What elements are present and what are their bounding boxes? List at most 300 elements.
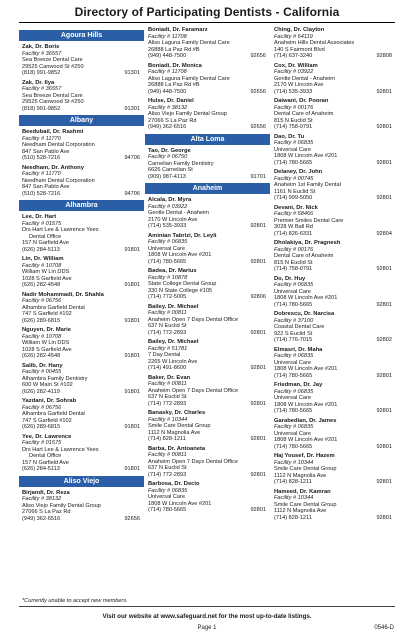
facility-number: Facility # 00745 xyxy=(274,175,314,182)
dentist-name: Beedubail, Dr. Rashmi xyxy=(22,129,84,135)
phone-row xyxy=(148,259,270,266)
dentist-entry xyxy=(274,311,396,344)
address-line: Smile Care Dental Group xyxy=(148,423,211,429)
facility-number: Facility # 64119 xyxy=(274,33,313,40)
dentist-name: Cox, Dr. William xyxy=(274,62,318,69)
address-line: 29525 Canwood St #250 xyxy=(22,99,84,105)
address-line: Dental Care of Anaheim xyxy=(274,111,334,117)
address-line: Dental Care of Anaheim xyxy=(274,253,334,259)
zip-code: 91301 xyxy=(124,70,140,76)
phone-row xyxy=(22,191,144,198)
zip-code: 92801 xyxy=(250,223,266,229)
facility-number: Facility # 06835 xyxy=(274,353,314,359)
zip-code: 91801 xyxy=(124,246,140,253)
dentist-name: Do, Dr. Huy xyxy=(274,275,306,282)
footnote: *Currently unable to accept new members. xyxy=(22,598,128,604)
dentist-name: Haj Yousef, Dr. Hazem xyxy=(274,453,335,459)
address-line: Anaheim Open 7 Days Dental Office xyxy=(148,387,239,394)
phone-number: (626) 282-4548 xyxy=(22,353,61,359)
dentist-name: Baker, Dr. Evan xyxy=(148,374,191,381)
address-line: Universal Care xyxy=(274,430,311,437)
dentist-name: Ching, Dr. Clayton xyxy=(274,27,325,33)
phone-row xyxy=(274,444,396,451)
phone-number: (714) 828-1211 xyxy=(274,479,312,485)
phone-number: (714) 637-3240 xyxy=(274,53,313,59)
address-line: Anaheim Hills Dental Associates xyxy=(274,40,355,46)
address-line: 1112 N Magnolia Ave xyxy=(274,472,327,479)
zip-code: 91801 xyxy=(124,317,140,324)
phone-row xyxy=(22,106,144,113)
facility-number: Facility # 00176 xyxy=(274,246,314,253)
dentist-entry xyxy=(148,339,270,372)
dentist-entry xyxy=(148,27,270,60)
address-line: Carnelian Family Dentistry xyxy=(148,160,214,167)
address-line: 140 S Fairmont Blvd xyxy=(274,46,325,53)
dentist-entry xyxy=(274,347,396,380)
dentist-name: Badea, Dr. Marius xyxy=(148,268,197,274)
facility-number: Facility # 00455 xyxy=(22,369,62,375)
dentist-name: Salib, Dr. Hany xyxy=(22,362,63,369)
facility-number: Facility # 10344 xyxy=(148,416,188,423)
dentist-name: Tao, Dr. George xyxy=(148,147,191,154)
phone-row xyxy=(274,195,396,202)
address-line: Sea Breeze Dental Care xyxy=(22,57,83,63)
facility-number: Facility # 06835 xyxy=(148,239,188,245)
phone-row xyxy=(274,231,396,238)
phone-number: (626) 289-6815 xyxy=(22,424,61,430)
address-line: 2265 W Lincoln Ave xyxy=(148,358,198,365)
address-line: Universal Care xyxy=(274,146,311,153)
dentist-name: Zak, Dr. Ilya xyxy=(22,79,55,86)
dentist-entry xyxy=(148,63,270,96)
phone-row xyxy=(148,472,270,479)
dentist-name: Needham, Dr. Anthony xyxy=(22,164,84,171)
phone-row xyxy=(22,155,144,162)
zip-code: 92801 xyxy=(376,301,392,308)
address-line: Anaheim Open 7 Days Dental Office xyxy=(148,316,239,323)
dentist-entry xyxy=(274,240,396,273)
dentist-entry xyxy=(274,418,396,451)
dentist-name: Daiwani, Dr. Pooran xyxy=(274,98,329,104)
phone-number: (714) 780-5665 xyxy=(274,408,313,414)
phone-number: (714) 828-1211 xyxy=(148,436,186,442)
facility-number: Facility # 11770 xyxy=(22,171,61,177)
zip-code: 92801 xyxy=(376,124,392,130)
dentist-entry xyxy=(274,276,396,309)
address-line: Dental Office xyxy=(29,453,62,459)
phone-row xyxy=(22,516,144,523)
address-line: 157 N Garfield Ave xyxy=(22,240,69,246)
phone-number: (714) 772-5005 xyxy=(148,294,187,300)
phone-number: (714) 772-2893 xyxy=(148,400,187,407)
zip-code: 92801 xyxy=(250,329,266,336)
phone-row xyxy=(274,515,396,522)
address-line: 815 N Euclid St xyxy=(274,117,313,124)
zip-code: 92801 xyxy=(250,507,266,513)
address-line: 7 Day Dental xyxy=(148,352,181,358)
address-line: William W Lin DDS xyxy=(22,269,70,275)
dentist-name: Aminian Tabrizi, Dr. Leyli xyxy=(148,232,217,239)
address-line: 637 N Euclid St xyxy=(148,465,187,471)
address-line: 600 W Main St #102 xyxy=(22,382,73,388)
dentist-name: Barba, Dr. Antoaneta xyxy=(148,445,206,452)
address-line: 1112 N Magnolia Ave xyxy=(148,429,201,436)
address-line: 6626 Carnelian St xyxy=(148,167,193,173)
facility-number: Facility # 11708 xyxy=(148,69,187,75)
address-line: 747 S Garfield #102 xyxy=(22,311,72,317)
address-line: Drs Hart Lee & Lawrence Yees xyxy=(22,227,99,233)
dentist-entry xyxy=(148,197,270,230)
facility-number: Facility # 06750 xyxy=(148,154,188,160)
facility-number: Facility # 00176 xyxy=(274,104,314,111)
address-line: 1808 W Lincoln Ave #201 xyxy=(274,437,338,443)
dentist-name: Dobrescu, Dr. Narcisa xyxy=(274,311,335,317)
dentist-entry xyxy=(148,98,270,131)
zip-code: 92801 xyxy=(376,372,392,379)
phone-row xyxy=(274,266,396,273)
zip-code: 92656 xyxy=(250,124,266,130)
phone-row xyxy=(274,373,396,380)
phone-row xyxy=(148,124,270,131)
facility-number: Facility # 36557 xyxy=(22,50,62,57)
dentist-name: Alcala, Dr. Myra xyxy=(148,197,192,203)
city-header: Alhambra xyxy=(19,200,144,211)
dentist-entry xyxy=(148,148,270,181)
phone-number: (510) 528-7216 xyxy=(22,155,61,161)
phone-row xyxy=(148,89,270,96)
dentist-entry xyxy=(22,80,144,113)
facility-number: Facility # 06835 xyxy=(274,282,314,288)
dentist-entry xyxy=(22,434,144,473)
address-line: Drs Hart Lee & Lawrence Yees xyxy=(22,446,99,453)
address-line: 1161 N Euclid St xyxy=(274,188,316,195)
phone-number: (949) 448-7500 xyxy=(148,53,187,59)
phone-row xyxy=(22,353,144,360)
dentist-entry xyxy=(148,268,270,301)
dentist-name: Boniadi, Dr. Faramarz xyxy=(148,27,208,33)
zip-code: 94706 xyxy=(124,155,140,161)
dentist-name: Lee, Dr. Hart xyxy=(22,214,57,220)
address-line: 1112 N Magnolia Ave xyxy=(274,508,327,514)
address-line: Aliso Laguna Family Dental Care xyxy=(148,75,230,82)
facility-number: Facility # 00811 xyxy=(148,452,187,458)
zip-code: 91801 xyxy=(124,466,140,472)
facility-number: Facility # 03922 xyxy=(148,203,188,210)
facility-number: Facility # 01575 xyxy=(22,220,62,227)
address-line: 1808 W Lincoln Ave #201 xyxy=(274,401,338,408)
phone-row xyxy=(148,401,270,408)
address-line: Anaheim Open 7 Days Dental Office xyxy=(148,458,239,465)
phone-number: (949) 362-6516 xyxy=(22,515,61,522)
phone-number: (714) 999-5050 xyxy=(274,195,313,201)
dentist-entry xyxy=(148,233,270,266)
phone-row xyxy=(148,436,270,443)
phone-row xyxy=(274,479,396,486)
phone-number: (714) 828-1211 xyxy=(274,514,312,521)
dentist-name: Garabedian, Dr. James xyxy=(274,417,337,424)
phone-number: (949) 448-7500 xyxy=(148,88,187,95)
phone-number: (714) 780-5665 xyxy=(274,443,313,450)
facility-number: Facility # 36557 xyxy=(22,86,62,92)
address-line: Alhambra Garfield Dental xyxy=(22,411,85,417)
address-line: 1808 W Lincoln Ave #201 xyxy=(274,153,338,159)
phone-number: (714) 780-5665 xyxy=(274,159,313,166)
phone-row xyxy=(148,330,270,337)
phone-number: (714) 758-0791 xyxy=(274,266,313,272)
phone-number: (714) 780-5665 xyxy=(148,258,187,265)
address-line: 847 San Pablo Ave xyxy=(22,184,70,190)
address-line: 2170 W Lincoln Ave xyxy=(148,216,198,223)
column-2 xyxy=(145,27,270,517)
dentist-name: Banasky, Dr. Charles xyxy=(148,410,206,416)
dentist-name: Yee, Dr. Lawrence xyxy=(22,433,72,440)
dentist-name: Yazdani, Dr. Sohrab xyxy=(22,398,77,404)
zip-code: 92802 xyxy=(376,337,392,343)
phone-row xyxy=(274,337,396,344)
city-header: Aliso Viejo xyxy=(19,476,144,487)
address-line: 27066 S La Paz Rd xyxy=(22,509,71,515)
phone-row xyxy=(22,318,144,325)
facility-number: Facility # 06756 xyxy=(22,298,62,304)
facility-number: Facility # 38132 xyxy=(22,496,62,502)
phone-number: (510) 528-7216 xyxy=(22,190,61,197)
address-line: Alhambra Family Dentistry xyxy=(22,375,88,382)
zip-code: 92656 xyxy=(124,515,140,522)
address-line: Aliso Viejo Family Dental Group xyxy=(22,502,101,509)
dentist-name: Birjandi, Dr. Reza xyxy=(22,489,70,496)
address-line: Alhambra Garfield Dental xyxy=(22,304,85,311)
column-1 xyxy=(19,27,144,525)
page-title: Directory of Participating Dentists - California xyxy=(74,5,340,19)
dentist-entry xyxy=(274,489,396,522)
phone-number: (626) 289-6815 xyxy=(22,317,61,324)
column-3 xyxy=(271,27,396,524)
dentist-entry xyxy=(22,44,144,77)
dentist-name: Bailey, Dr. Michael xyxy=(148,339,199,345)
dentist-entry xyxy=(22,214,144,253)
dentist-name: Dao, Dr. Tu xyxy=(274,133,305,140)
facility-number: Facility # 10344 xyxy=(274,495,314,501)
address-line: 26888 La Paz Rd #B xyxy=(148,82,200,88)
facility-number: Facility # 11708 xyxy=(148,33,187,40)
facility-number: Facility # 01575 xyxy=(22,440,62,446)
address-line: 1028 S Garfield Ave xyxy=(22,275,72,282)
address-line: Premier Smiles Dental Care xyxy=(274,217,344,224)
address-line: 157 N Garfield Ave xyxy=(22,459,69,466)
phone-row xyxy=(148,294,270,301)
dentist-entry xyxy=(274,27,396,60)
dentist-entry xyxy=(22,490,144,523)
facility-number: Facility # 10878 xyxy=(148,274,188,281)
document-code: 0546-D xyxy=(374,625,394,631)
dentist-entry xyxy=(274,134,396,167)
address-line: 1028 S Garfield Ave xyxy=(22,346,72,353)
facility-number: Facility # 10708 xyxy=(22,333,62,340)
zip-code: 91701 xyxy=(250,173,266,180)
phone-row xyxy=(22,389,144,396)
title-rule xyxy=(19,22,395,23)
phone-number: (626) 282-4119 xyxy=(22,388,60,395)
address-line: Gentle Dental - Anaheim xyxy=(148,210,209,216)
zip-code: 91801 xyxy=(124,353,140,359)
phone-number: (714) 491-8600 xyxy=(148,365,187,371)
address-line: State College Dental Group xyxy=(148,281,217,287)
zip-code: 92806 xyxy=(250,294,266,300)
address-line: 637 N Euclid St xyxy=(148,394,187,400)
zip-code: 92808 xyxy=(376,53,392,59)
dentist-entry xyxy=(22,256,144,289)
phone-number: (818) 991-9852 xyxy=(22,70,61,76)
zip-code: 92656 xyxy=(250,88,266,95)
phone-row xyxy=(22,247,144,254)
address-line: 1808 W Lincoln Ave #201 xyxy=(148,500,212,507)
facility-number: Facility # 51781 xyxy=(148,345,188,352)
address-line: Coastal Dental Care xyxy=(274,324,325,330)
dentist-name: Delaney, Dr. John xyxy=(274,169,323,175)
phone-number: (714) 780-5665 xyxy=(274,372,313,379)
address-line: Universal Care xyxy=(148,245,185,252)
zip-code: 92801 xyxy=(250,258,266,265)
address-line: Universal Care xyxy=(148,494,185,500)
dentist-entry xyxy=(148,375,270,408)
city-header: Alta Loma xyxy=(145,134,270,145)
facility-number: Facility # 10344 xyxy=(274,459,314,466)
dentist-name: Devani, Dr. Nick xyxy=(274,204,318,211)
dentist-name: Barbosa, Dr. Decio xyxy=(148,481,200,487)
address-line: 1808 W Lincoln Ave #201 xyxy=(274,366,338,372)
address-line: Sea Breeze Dental Care xyxy=(22,92,83,99)
zip-code: 94706 xyxy=(124,190,140,197)
address-line: Universal Care xyxy=(274,288,311,295)
facility-number: Facility # 38132 xyxy=(148,104,188,111)
address-line: Universal Care xyxy=(274,395,311,401)
zip-code: 92801 xyxy=(376,443,392,450)
phone-number: (626) 284-5113 xyxy=(22,466,60,472)
zip-code: 92801 xyxy=(250,400,266,407)
dentist-name: Elmasri, Dr. Maha xyxy=(274,346,323,353)
address-line: Universal Care xyxy=(274,359,311,366)
city-header: Anaheim xyxy=(145,183,270,194)
phone-row xyxy=(148,223,270,230)
address-line: Aliso Laguna Family Dental Care xyxy=(148,40,230,46)
phone-row xyxy=(22,282,144,289)
dentist-entry xyxy=(274,453,396,486)
facility-number: Facility # 06835 xyxy=(148,487,188,494)
zip-code: 92804 xyxy=(376,230,392,237)
dentist-entry xyxy=(148,304,270,337)
zip-code: 92656 xyxy=(250,53,266,59)
phone-number: (714) 780-5665 xyxy=(148,507,187,513)
zip-code: 92801 xyxy=(376,479,392,485)
phone-number: (714) 535-3933 xyxy=(274,88,313,95)
phone-row xyxy=(148,365,270,372)
phone-row xyxy=(22,466,144,473)
dentist-entry xyxy=(274,169,396,202)
phone-number: (626) 284-5113 xyxy=(22,246,60,253)
address-line: Needham Dental Corporation xyxy=(22,142,95,148)
dentist-entry xyxy=(22,292,144,325)
dentist-entry xyxy=(274,382,396,415)
address-line: 1808 W Lincoln Ave #201 xyxy=(148,252,212,258)
footer-rule xyxy=(19,606,395,607)
city-header: Agoura Hills xyxy=(19,30,144,41)
phone-row xyxy=(274,160,396,167)
phone-number: (909) 987-4113 xyxy=(148,173,186,180)
address-line: 747 S Garfield #102 xyxy=(22,417,72,424)
zip-code: 92801 xyxy=(376,266,392,272)
dentist-entry xyxy=(274,63,396,96)
phone-row xyxy=(148,507,270,514)
phone-number: (714) 758-0791 xyxy=(274,124,313,130)
address-line: 2170 W Lincoln Ave xyxy=(274,82,324,88)
dentist-entry xyxy=(274,205,396,238)
address-line: 330 N State College #105 xyxy=(148,287,213,294)
phone-row xyxy=(274,302,396,309)
phone-row xyxy=(274,53,396,60)
dentist-name: Zak, Dr. Boris xyxy=(22,44,60,50)
address-line: Gentle Dental - Anaheim xyxy=(274,75,335,82)
facility-number: Facility # 58466 xyxy=(274,211,314,217)
dentist-entry xyxy=(22,165,144,198)
page-number: Page 1 xyxy=(197,625,217,631)
zip-code: 92801 xyxy=(250,471,266,478)
dentist-entry xyxy=(148,410,270,443)
dentist-name: Boniadi, Dr. Monica xyxy=(148,62,202,69)
dentist-entry xyxy=(148,446,270,479)
zip-code: 92801 xyxy=(376,88,392,95)
dentist-entry xyxy=(148,481,270,514)
zip-code: 92801 xyxy=(250,436,266,442)
facility-number: Facility # 00811 xyxy=(148,381,187,387)
phone-number: (714) 776-7015 xyxy=(274,337,313,343)
dentist-entry xyxy=(22,129,144,162)
address-line: 847 San Pablo Ave xyxy=(22,148,70,155)
address-line: Needham Dental Corporation xyxy=(22,177,95,184)
dentist-name: Lin, Dr. William xyxy=(22,256,64,262)
facility-number: Facility # 37100 xyxy=(274,317,314,324)
dentist-name: Nadir Mohammadi, Dr. Shahla xyxy=(22,291,104,298)
city-header: Albany xyxy=(19,115,144,126)
dentist-entry xyxy=(22,327,144,360)
address-line: 1808 W Lincoln Ave #201 xyxy=(274,295,338,301)
phone-row xyxy=(148,174,270,181)
dentist-name: Nguyen, Dr. Marie xyxy=(22,327,71,333)
zip-code: 92801 xyxy=(376,195,392,201)
address-line: 922 S Euclid St xyxy=(274,330,313,337)
website-notice: Visit our website at www.safeguard.net for the most up-to-date listings. xyxy=(102,613,312,620)
phone-number: (714) 772-2893 xyxy=(148,471,187,478)
phone-number: (949) 362-6516 xyxy=(148,124,187,130)
address-line: 26888 La Paz Rd #B xyxy=(148,46,200,53)
dentist-entry xyxy=(274,98,396,131)
address-line: Anaheim 1st Family Dental xyxy=(274,182,341,188)
address-line: William W Lin DDS xyxy=(22,340,70,346)
phone-number: (714) 780-5665 xyxy=(274,301,313,308)
address-line: Smile Care Dental Group xyxy=(274,501,337,508)
phone-row xyxy=(22,70,144,77)
phone-row xyxy=(22,424,144,431)
phone-number: (714) 826-6331 xyxy=(274,230,313,237)
phone-row xyxy=(274,408,396,415)
facility-number: Facility # 06756 xyxy=(22,404,62,411)
zip-code: 92801 xyxy=(376,514,392,521)
address-line: Smile Care Dental Group xyxy=(274,466,337,472)
address-line: 815 N Euclid St xyxy=(274,259,313,266)
address-line: 637 N Euclid St xyxy=(148,323,187,329)
facility-number: Facility # 06835 xyxy=(274,424,314,430)
zip-code: 91301 xyxy=(124,105,140,112)
phone-number: (714) 535-3933 xyxy=(148,223,187,229)
